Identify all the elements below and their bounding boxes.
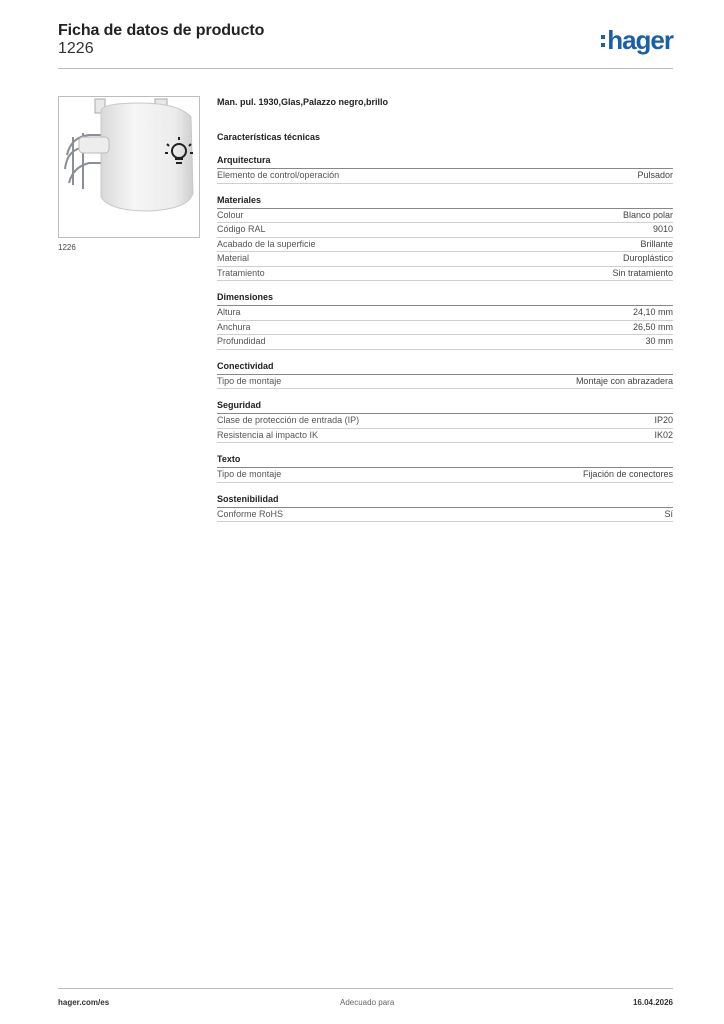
spec-value: IP20 [654,415,673,425]
spec-value: Montaje con abrazadera [575,375,673,386]
footer-website[interactable]: hager.com/es [58,998,110,1007]
spec-row [217,468,673,483]
product-number: 1226 [58,40,94,57]
technical-heading: Características técnicas [217,132,321,142]
section-title: Seguridad [217,400,673,414]
footer-divider [58,988,673,989]
logo-text: hager [607,25,673,55]
footer-date: 16.04.2026 [632,998,673,1007]
spec-label: Código RAL [217,224,266,234]
spec-label: Clase de protección de entrada (IP) [217,415,360,425]
spec-label: Tipo de montaje [217,375,282,386]
spec-row [217,306,673,321]
hager-logo [601,27,673,57]
spec-label: Profundidad [217,336,266,346]
spec-sections [217,155,673,522]
spec-label: Tipo de montaje [217,469,282,479]
spec-label: Colour [217,209,244,220]
spec-value: Sin tratamiento [612,267,673,278]
section-title: Dimensiones [217,292,673,306]
spec-row [217,321,673,336]
spec-row [217,429,673,444]
section-title: Materiales [217,195,673,209]
product-image [58,96,200,238]
spec-value: IK02 [654,429,673,440]
spec-row [217,375,673,390]
spec-row [217,169,673,184]
spec-row [217,414,673,429]
spec-value: Brillante [640,238,673,249]
spec-label: Anchura [217,321,251,332]
spec-label: Tratamiento [217,267,265,278]
spec-section [217,454,673,483]
spec-row [217,267,673,282]
section-title: Sostenibilidad [217,494,673,508]
spec-label: Altura [217,307,241,317]
product-name: Man. pul. 1930,Glas,Palazzo negro,brillo [217,97,389,107]
spec-value: Blanco polar [622,209,673,220]
spec-section [217,400,673,443]
spec-label: Elemento de control/operación [217,170,340,180]
spec-label: Acabado de la superficie [217,238,316,249]
spec-value: 26,50 mm [632,321,673,332]
spec-label: Conforme RoHS [217,508,284,519]
spec-row [217,209,673,224]
spec-label: Material [217,253,250,263]
section-title: Texto [217,454,673,468]
image-caption: 1226 [58,243,76,252]
page-title: Ficha de datos de producto [58,22,265,39]
spec-row [217,252,673,267]
spec-section [217,292,673,350]
footer-center-text: Adecuado para [340,998,395,1007]
spec-section [217,361,673,390]
spec-value: Sí [664,508,673,519]
spec-row [217,223,673,238]
section-title: Arquitectura [217,155,673,169]
spec-value: 9010 [652,224,673,234]
spec-label: Resistencia al impacto IK [217,429,319,440]
spec-value: 24,10 mm [632,307,673,317]
header-divider [58,68,673,69]
spec-value: Fijación de conectores [582,469,673,479]
spec-section [217,195,673,282]
logo-dots [601,35,605,47]
spec-value: 30 mm [645,336,673,346]
spec-value: Duroplástico [622,253,673,263]
section-title: Conectividad [217,361,673,375]
product-details [217,95,673,522]
spec-section [217,155,673,184]
spec-row [217,335,673,350]
spec-value: Pulsador [637,170,673,180]
spec-row [217,508,673,523]
spec-row [217,238,673,253]
spec-section [217,494,673,523]
